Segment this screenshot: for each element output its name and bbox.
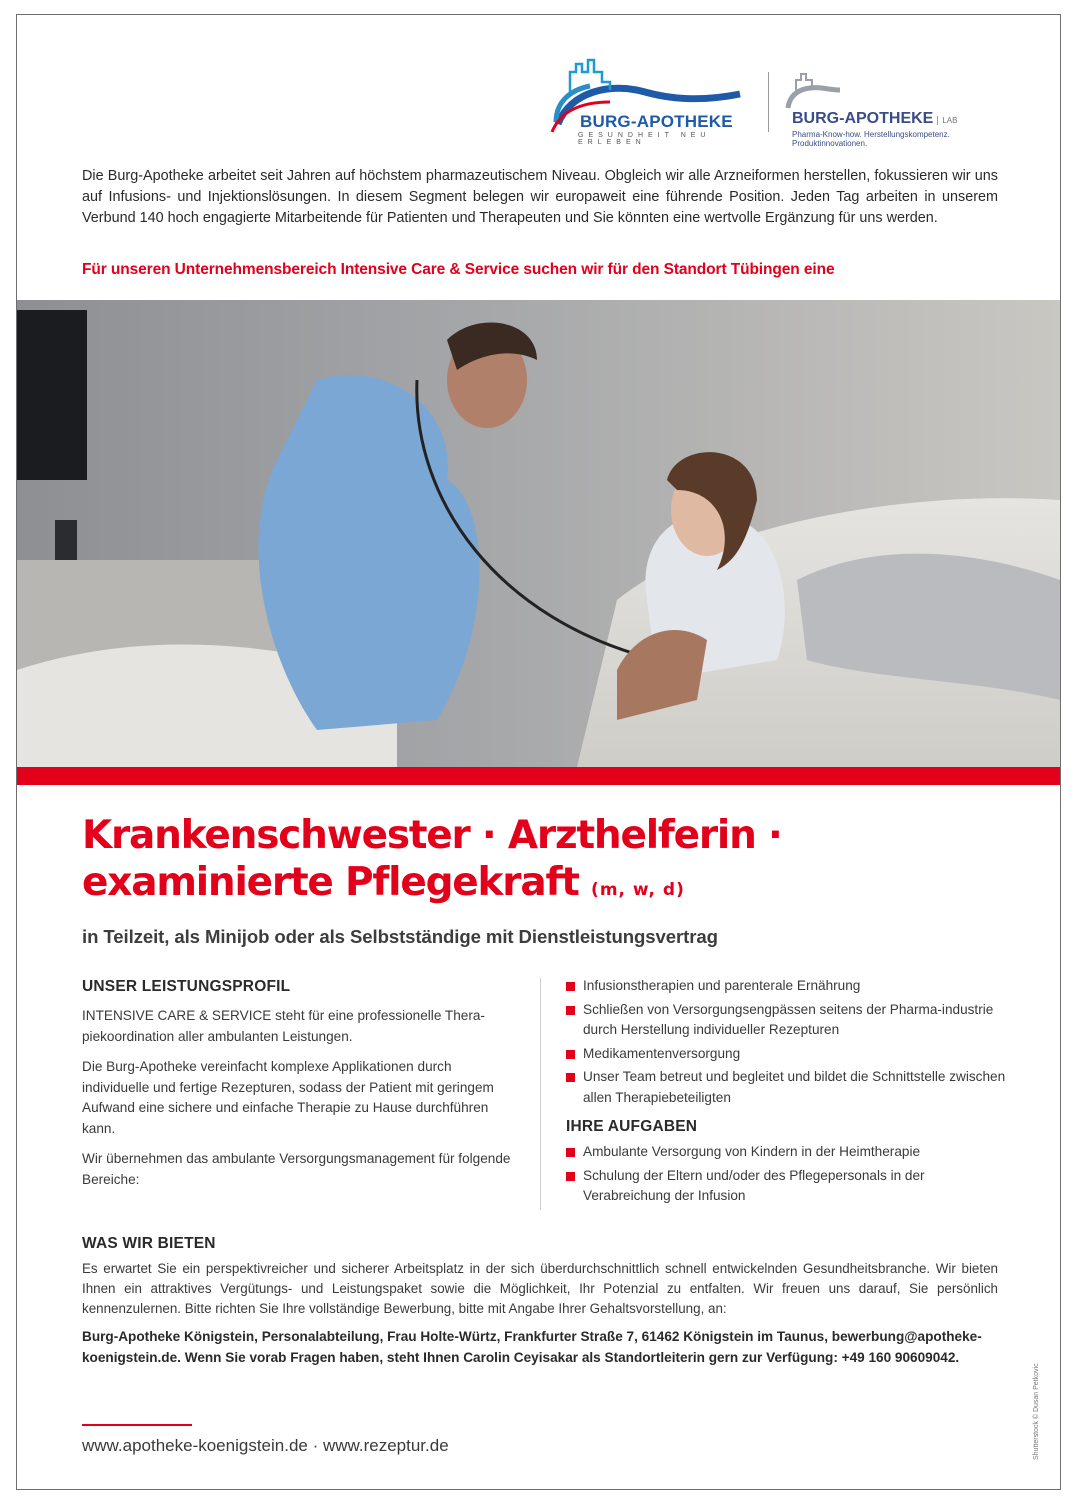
list-item: Medikamentenversorgung [566,1044,1006,1065]
photo-credit: Shutterstock © Dusan Petkovic [1033,1363,1040,1460]
burg-apotheke-logo[interactable] [550,52,765,146]
profile-paragraph-3: Wir übernehmen das ambulante Versorgungsmanagement für folgende Bereiche: [82,1151,511,1187]
offer-paragraph: Es erwartet Sie ein perspektivreicher und sicherer Arbeitsplatz in der sich überdurchschnittlich schnell entwickelnden Gesundheitsbranche. Wir bieten Ihnen ein attraktives Vergütungs- und Leistungspaket sowie die Möglichkeit, Ihr Potenzial zu entfalten. Wir freuen uns darauf, Sie persönlich kennenzulernen. Bitte richten Sie Ihre vollständige Bewerbung, bitte mit Angabe Ihrer Gehaltsvorstellung, an: [82,1261,998,1316]
footer-urls[interactable]: www.apotheke-koenigstein.de · www.rezeptur.de [82,1436,449,1455]
tasks-list [566,1142,1006,1207]
footer-accent-line [82,1424,192,1426]
profile-column [82,978,522,1200]
lead-sentence: Für unseren Unternehmensbereich Intensive Care & Service suchen wir für den Standort Tübingen eine [82,261,835,278]
job-title-line1: Krankenschwester · Arzthelferin · [82,813,782,858]
profile-paragraph-1: INTENSIVE CARE & SERVICE steht für eine professionelle Thera-piekoordination aller ambulanten Leistungen. [82,1008,485,1044]
gender-note: (m, w, d) [591,880,685,900]
column-divider [540,978,541,1210]
list-item: Schließen von Versorgungsengpässen seitens der Pharma-industrie durch Herstellung individueller Rezepturen [566,1000,1006,1041]
job-title [82,812,1002,914]
job-title-line2: examinierte Pflegekraft [82,860,579,905]
list-item: Ambulante Versorgung von Kindern in der Heimtherapie [566,1142,1006,1163]
burg-apotheke-lab-logo[interactable] [782,70,1010,148]
offer-title: WAS WIR BIETEN [82,1235,216,1252]
castle-lab-logo-icon [782,70,842,110]
intro-paragraph: Die Burg-Apotheke arbeitet seit Jahren auf höchstem pharmazeutischem Niveau. Obgleich wir alle Arzneiformen herstellen, fokussieren wir uns auf Infusions- und Injektionslösungen. In diesem Segment belegen wir europaweit eine führende Position. Jeden Tag arbeiten in unserem Verbund 140 hoch engagierte Mitarbeitende für Patienten und Therapeuten und Sie könnten eine wertvolle Ergänzung für uns werden. [82,168,998,226]
list-item: Unser Team betreut und begleitet und bildet die Schnittstelle zwischen allen Therapiebeteiligten [566,1067,1006,1108]
brand-name-primary: BURG-APOTHEKE [580,112,733,131]
profile-title: UNSER LEISTUNGSPROFIL [82,978,291,995]
job-subtitle: in Teilzeit, als Minijob oder als Selbstständige mit Dienstleistungsvertrag [82,926,718,947]
profile-paragraph-2: Die Burg-Apotheke vereinfacht komplexe Applikationen durch individuelle und fertige Rezepturen, sodass der Patient mit geringem Aufwand eine sichere und einfache Therapie zu Hause durchführen kann. [82,1059,494,1136]
services-list [566,976,1006,1108]
tasks-title: IHRE AUFGABEN [566,1118,698,1135]
logo-area [550,52,1010,147]
offer-section [82,1235,998,1368]
services-column [566,976,1006,1210]
logo-divider [768,72,769,132]
brand-name-secondary: BURG-APOTHEKE LAB [792,110,958,127]
brand-tagline-secondary: Pharma-Know-how. Herstellungskompetenz. Produktinnovationen. [792,130,950,148]
brand-tagline-primary: GESUNDHEIT NEU ERLEBEN [578,132,711,146]
list-item: Schulung der Eltern und/oder des Pflegepersonals in der Verabreichung der Infusion [566,1166,1006,1207]
red-divider-bar [17,767,1060,785]
list-item: Infusionstherapien und parenterale Ernährung [566,976,1006,997]
contact-details: Burg-Apotheke Königstein, Personalabteilung, Frau Holte-Würtz, Frankfurter Straße 7, 61462 Königstein im Taunus, bewerbung@apotheke-koenigstein.de. Wenn Sie vorab Fragen haben, steht Ihnen Carolin Ceyisakar als Standortleiterin gern zur Verfügung: +49 160 90609042. [82,1329,982,1365]
hero-photo [17,300,1060,767]
